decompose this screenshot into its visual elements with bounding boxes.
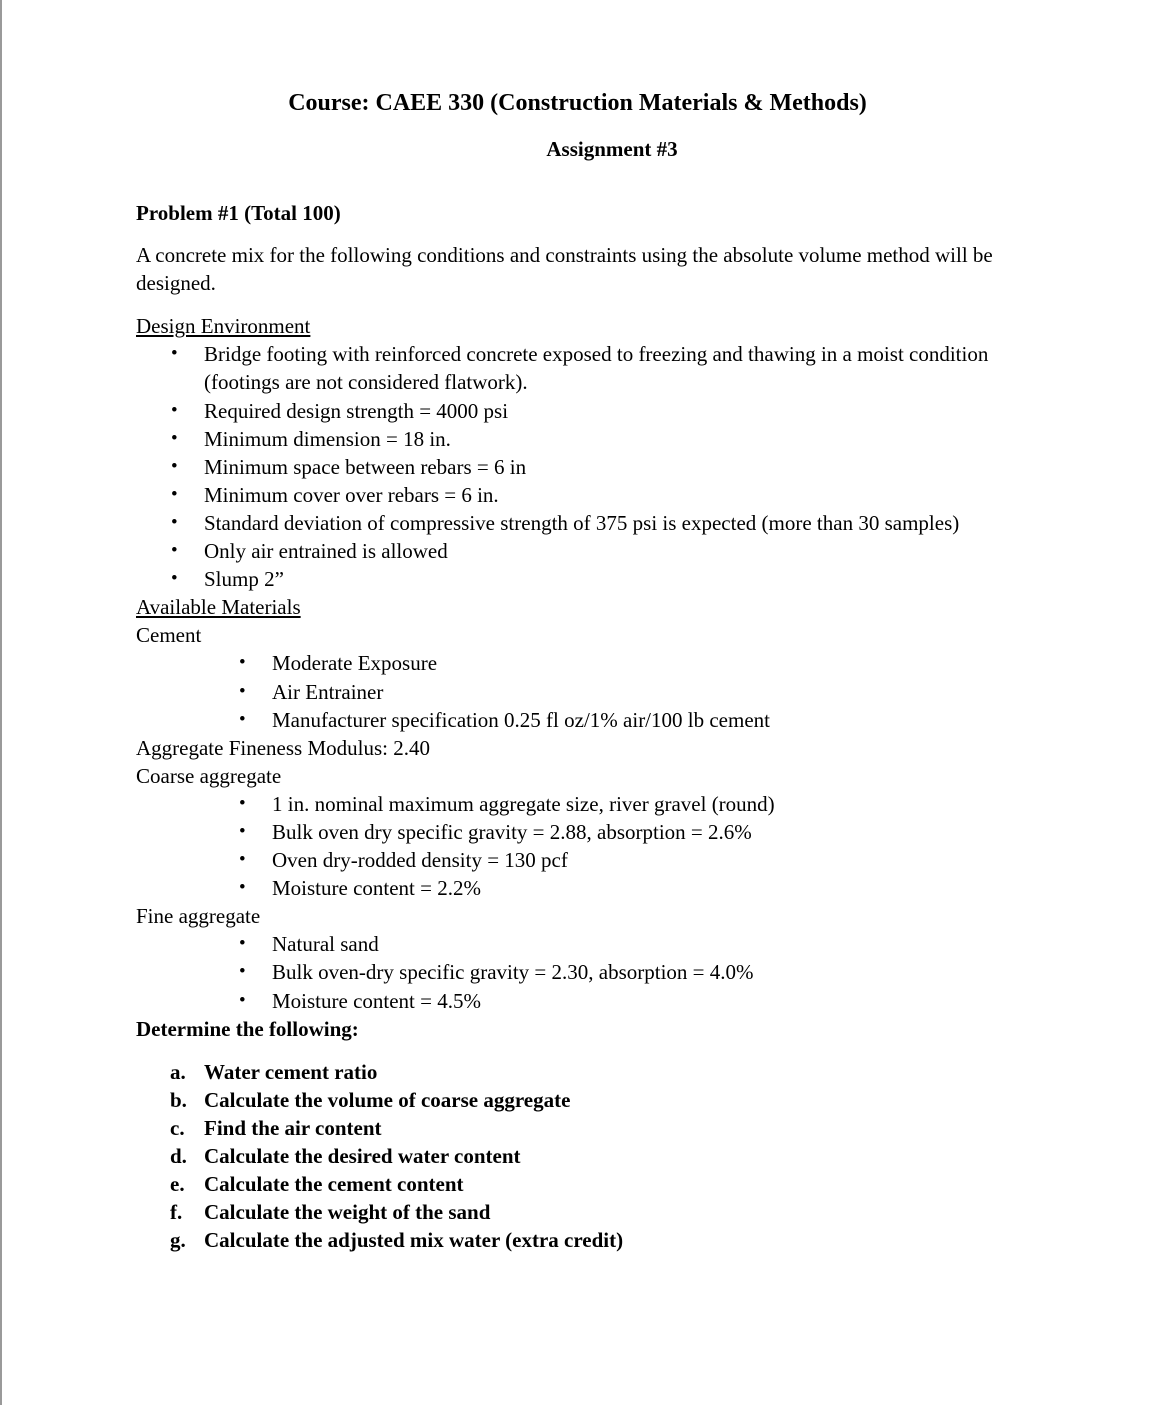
list-item: • Manufacturer specification 0.25 fl oz/1% air/100 lb cement [272,706,1036,734]
list-item: • Minimum cover over rebars = 6 in. [204,481,1036,509]
task-letter: b. [170,1087,187,1112]
list-item: • Moisture content = 2.2% [272,874,1036,902]
cement-list [136,649,1036,733]
task-letter: f. [170,1200,183,1225]
course-title: Course: CAEE 330 (Construction Materials & Methods) [288,90,867,116]
fine-aggregate-label: Fine aggregate [136,904,261,929]
task-item [136,1142,1036,1170]
assignment-title: Assignment #3 [546,137,678,161]
fine-aggregate-list [136,930,1036,1014]
fineness-modulus: Aggregate Fineness Modulus: 2.40 [136,735,430,760]
task-text: Calculate the cement content [204,1172,464,1197]
task-text: Water cement ratio [204,1059,378,1084]
list-item: • Standard deviation of compressive strength of 375 psi is expected (more than 30 samples) [204,509,1036,537]
task-letter: c. [170,1115,185,1140]
design-environment-heading: Design Environment [136,314,311,339]
task-list [136,1058,1036,1255]
task-text: Calculate the weight of the sand [204,1200,491,1225]
list-item: • Bridge footing with reinforced concrete exposed to freezing and thawing in a moist condition (footings are not considered flatwork). [204,340,1036,396]
task-letter: g. [170,1228,186,1253]
list-item: • Bulk oven-dry specific gravity = 2.30, absorption = 4.0% [272,958,1036,986]
cement-label: Cement [136,623,202,648]
list-item: • Moderate Exposure [272,649,1036,677]
task-text: Calculate the adjusted mix water (extra credit) [204,1228,624,1253]
task-item [136,1114,1036,1142]
list-item: • Required design strength = 4000 psi [204,397,1036,425]
problem-heading: Problem #1 (Total 100) [136,201,341,225]
list-item: • Air Entrainer [272,678,1036,706]
task-item [136,1198,1036,1226]
list-item: • Bulk oven dry specific gravity = 2.88, absorption = 2.6% [272,818,1036,846]
task-item [136,1058,1036,1086]
task-item [136,1086,1036,1114]
available-materials-heading: Available Materials [136,595,301,620]
page-left-border [0,0,2,1405]
task-letter: a. [170,1059,186,1084]
problem-intro: A concrete mix for the following conditions and constraints using the absolute volume method will be designed. [136,243,993,296]
document-body [136,199,1036,1254]
list-item: • Minimum space between rebars = 6 in [204,453,1036,481]
list-item: • Slump 2” [204,565,1036,593]
task-text: Calculate the desired water content [204,1144,521,1168]
list-item: • Oven dry-rodded density = 130 pcf [272,846,1036,874]
task-letter: d. [170,1144,187,1168]
task-text: Calculate the volume of coarse aggregate [204,1087,571,1112]
list-item: • Only air entrained is allowed [204,537,1036,565]
list-item: • 1 in. nominal maximum aggregate size, river gravel (round) [272,790,1036,818]
list-item: • Minimum dimension = 18 in. [204,425,1036,453]
task-text: Find the air content [204,1115,382,1140]
task-letter: e. [170,1172,185,1197]
design-environment-list [136,340,1036,593]
task-item [136,1226,1036,1254]
list-item: • Natural sand [272,930,1036,958]
task-item [136,1170,1036,1198]
coarse-aggregate-list [136,790,1036,902]
coarse-aggregate-label: Coarse aggregate [136,763,282,788]
list-item: • Moisture content = 4.5% [272,987,1036,1015]
determine-heading: Determine the following: [136,1016,359,1041]
